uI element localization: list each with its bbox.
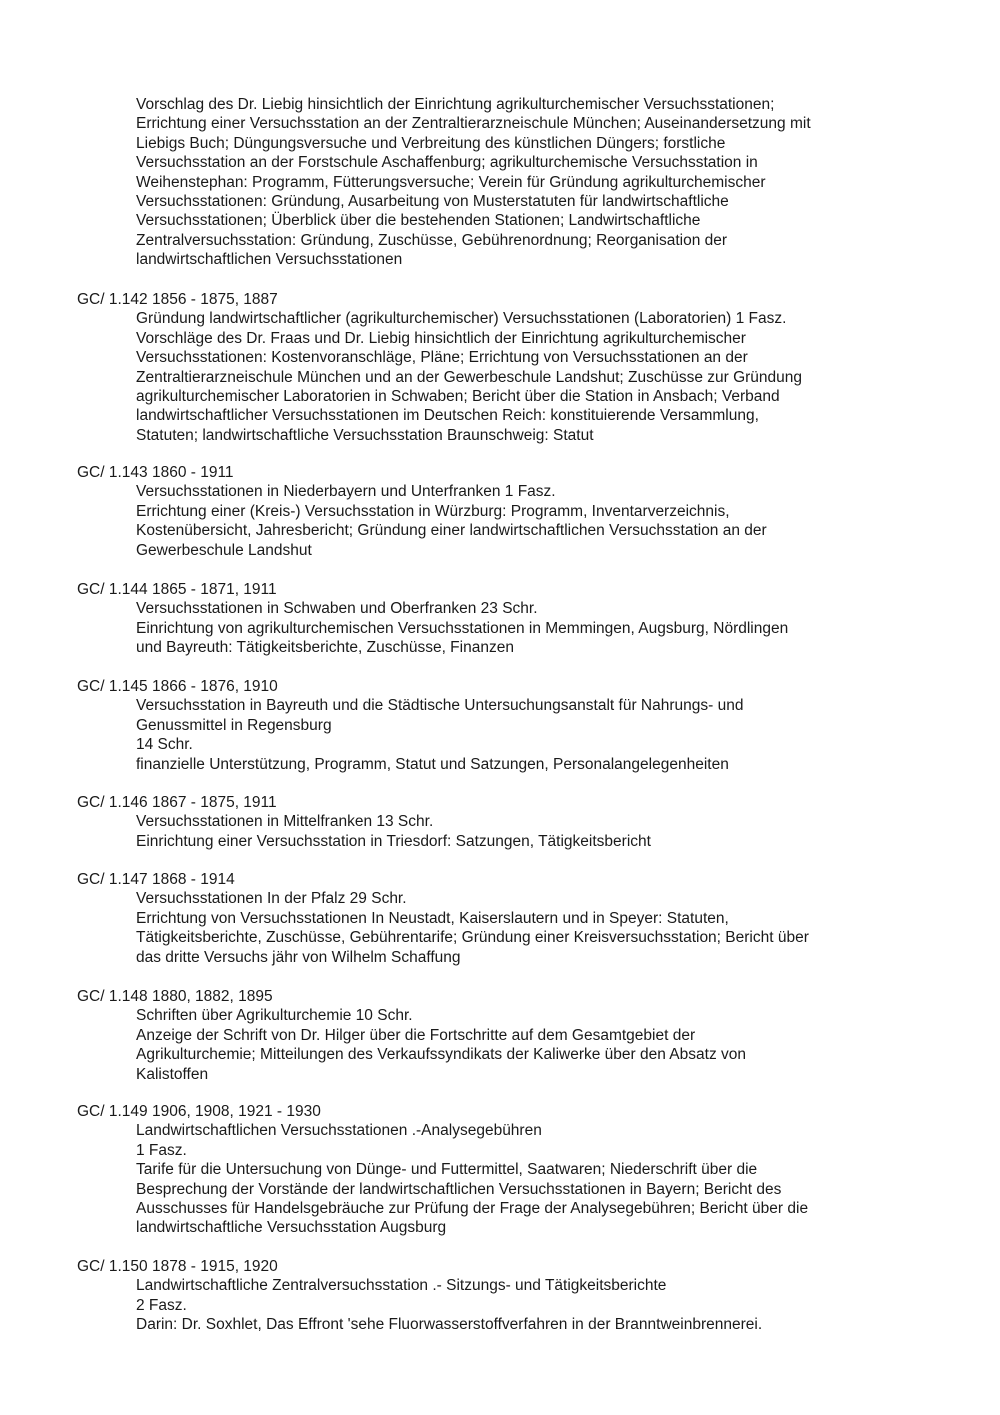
archive-entry [77, 580, 877, 658]
text-line: und Bayreuth: Tätigkeitsberichte, Zuschüsse, Finanzen [136, 639, 514, 657]
entry-signature: GC/ 1.143 1860 - 1911 [77, 464, 234, 481]
text-line: Tätigkeitsberichte, Zuschüsse, Gebührentarife; Gründung einer Kreisversuchsstation; Bericht über [136, 929, 809, 947]
text-line: Errichtung einer Versuchsstation an der Zentraltierarzneischule München; Auseinandersetzung mit [136, 115, 811, 133]
archive-entry [77, 1102, 877, 1238]
entry-signature: GC/ 1.144 1865 - 1871, 1911 [77, 581, 277, 598]
archive-entry [77, 677, 877, 774]
text-line: Anzeige der Schrift von Dr. Hilger über die Fortschritte auf dem Gesamtgebiet der [136, 1026, 696, 1044]
text-line: Einrichtung einer Versuchsstation in Triesdorf: Satzungen, Tätigkeitsbericht [136, 832, 651, 850]
entry-signature: GC/ 1.149 1906, 1908, 1921 - 1930 [77, 1103, 321, 1120]
text-line: Versuchsstation in Bayreuth und die Städtische Untersuchungsanstalt für Nahrungs- und [136, 697, 744, 715]
entry-description [136, 889, 876, 967]
entry-signature: GC/ 1.145 1866 - 1876, 1910 [77, 678, 278, 695]
entry-description [136, 1121, 876, 1237]
text-line: finanzielle Unterstützung, Programm, Statut und Satzungen, Personalangelegenheiten [136, 755, 729, 773]
entry-signature: GC/ 1.146 1867 - 1875, 1911 [77, 794, 277, 811]
text-line: Gewerbeschule Landshut [136, 541, 312, 559]
text-line: Zentralversuchsstation: Gründung, Zuschüsse, Gebührenordnung; Reorganisation der [136, 231, 728, 249]
entry-signature: GC/ 1.148 1880, 1882, 1895 [77, 988, 273, 1005]
text-line: Versuchsstationen: Kostenvoranschläge, Pläne; Errichtung von Versuchsstationen an der [136, 349, 748, 367]
text-line: Tarife für die Untersuchung von Dünge- und Futtermittel, Saatwaren; Niederschrift über die [136, 1161, 758, 1179]
archive-entry [77, 870, 877, 967]
text-line: Schriften über Agrikulturchemie 10 Schr. [136, 1007, 413, 1025]
text-line: landwirtschaftlicher Versuchsstationen im Deutschen Reich: konstituierende Versammlung, [136, 407, 759, 425]
text-line: Zentraltierarzneischule München und an der Gewerbeschule Landshut; Zuschüsse zur Gründung [136, 368, 803, 386]
text-line: Landwirtschaftlichen Versuchsstationen .-Analysegebühren [136, 1122, 542, 1140]
archive-entry [77, 987, 877, 1084]
text-line: Vorschläge des Dr. Fraas und Dr. Liebig hinsichtlich der Einrichtung agrikulturchemischer [136, 329, 746, 347]
entry-signature: GC/ 1.147 1868 - 1914 [77, 871, 235, 888]
text-line: Versuchsstationen in Mittelfranken 13 Schr. [136, 813, 434, 831]
archive-entry [77, 1257, 877, 1335]
text-line: Errichtung einer (Kreis-) Versuchsstation in Würzburg: Programm, Inventarverzeichnis, [136, 502, 730, 520]
entry-description [136, 812, 876, 851]
text-line: 14 Schr. [136, 736, 193, 754]
entry-description [136, 1276, 876, 1334]
archive-entry [77, 290, 877, 445]
entry-description [136, 599, 876, 657]
text-line: agrikulturchemischer Laboratorien in Schwaben; Bericht über die Station in Ansbach; Verband [136, 388, 780, 406]
text-line: landwirtschaftlichen Versuchsstationen [136, 251, 403, 269]
text-line: Versuchsstationen in Schwaben und Oberfranken 23 Schr. [136, 600, 538, 618]
text-line: Vorschlag des Dr. Liebig hinsichtlich der Einrichtung agrikulturchemischer Versuchsstationen; [136, 96, 775, 113]
text-line: 2 Fasz. [136, 1296, 187, 1314]
text-line: Kalistoffen [136, 1065, 209, 1083]
text-line: Darin: Dr. Soxhlet, Das Effront 'sehe Fluorwasserstoffverfahren in der Branntweinbrennerei. [136, 1316, 763, 1334]
entry-description [136, 309, 876, 445]
continued-entry-description [136, 95, 876, 270]
text-line: Landwirtschaftliche Zentralversuchsstation .- Sitzungs- und Tätigkeitsberichte [136, 1277, 667, 1295]
text-line: Genussmittel in Regensburg [136, 716, 332, 734]
entry-signature: GC/ 1.142 1856 - 1875, 1887 [77, 291, 278, 308]
archive-entry [77, 793, 877, 851]
text-line: Gründung landwirtschaftlicher (agrikulturchemischer) Versuchsstationen (Laboratorien) 1 Fasz. [136, 310, 787, 328]
text-line: Errichtung von Versuchsstationen In Neustadt, Kaiserslautern und in Speyer: Statuten, [136, 909, 729, 927]
entry-description [136, 696, 876, 774]
text-line: Kostenübersicht, Jahresbericht; Gründung einer landwirtschaftlichen Versuchsstation an der [136, 522, 767, 540]
text-line: landwirtschaftliche Versuchsstation Augsburg [136, 1219, 447, 1237]
text-line: Einrichtung von agrikulturchemischen Versuchsstationen in Memmingen, Augsburg, Nördlingen [136, 619, 789, 637]
text-line: das dritte Versuchs jähr von Wilhelm Schaffung [136, 948, 461, 966]
text-line: Weihenstephan: Programm, Fütterungsversuche; Verein für Gründung agrikulturchemischer [136, 173, 766, 191]
text-line: 1 Fasz. [136, 1141, 187, 1159]
text-line: Ausschusses für Handelsgebräuche zur Prüfung der Frage der Analysegebühren; Bericht über die [136, 1200, 809, 1218]
text-line: Besprechung der Vorstände der landwirtschaftlichen Versuchsstationen in Bayern; Bericht des [136, 1180, 782, 1198]
entry-description [136, 482, 876, 560]
text-line: Liebigs Buch; Düngungsversuche und Verbreitung des künstlichen Düngers; forstliche [136, 134, 726, 152]
text-line: Versuchsstationen: Gründung, Ausarbeitung von Musterstatuten für landwirtschaftliche [136, 193, 729, 211]
text-line: Versuchsstation an der Forstschule Aschaffenburg; agrikulturchemische Versuchsstation in [136, 154, 758, 172]
entry-description [136, 1006, 876, 1084]
text-line: Agrikulturchemie; Mitteilungen des Verkaufssyndikats der Kaliwerke über den Absatz von [136, 1046, 746, 1064]
entry-signature: GC/ 1.150 1878 - 1915, 1920 [77, 1258, 278, 1275]
text-line: Versuchsstationen in Niederbayern und Unterfranken 1 Fasz. [136, 483, 556, 501]
archive-entry [77, 463, 877, 560]
text-line: Statuten; landwirtschaftliche Versuchsstation Braunschweig: Statut [136, 426, 594, 444]
text-line: Versuchsstationen In der Pfalz 29 Schr. [136, 890, 407, 908]
text-line: Versuchsstationen; Überblick über die bestehenden Stationen; Landwirtschaftliche [136, 212, 701, 230]
